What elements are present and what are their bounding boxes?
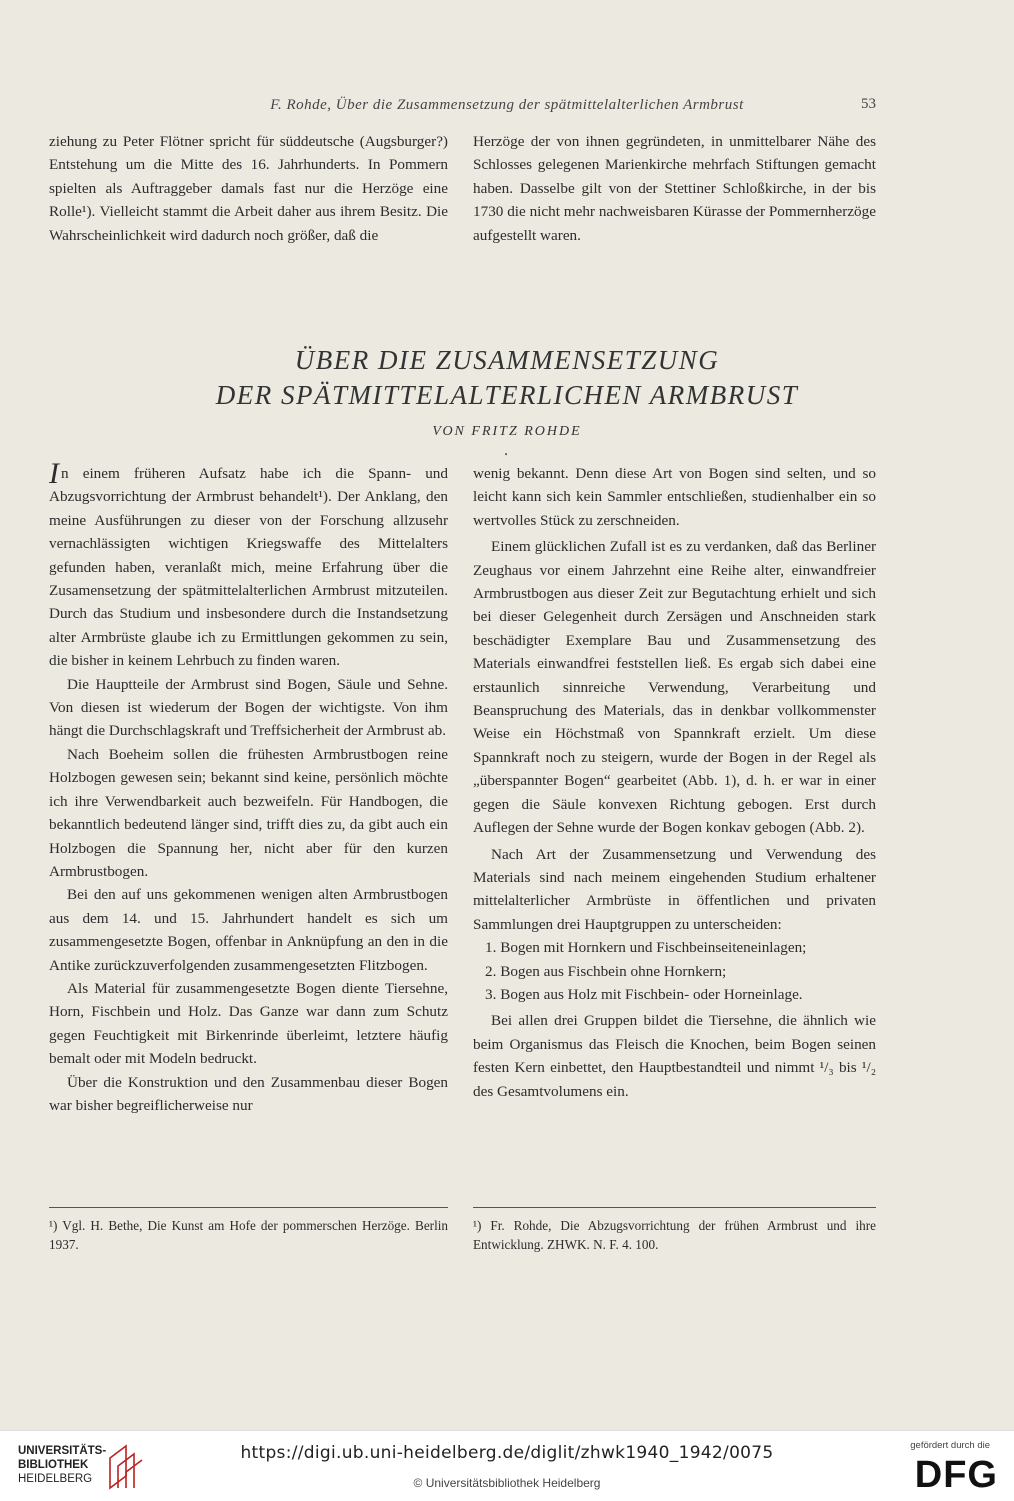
- paragraph: Als Material für zusammengesetzte Bogen diente Tiersehne, Horn, Fischbein und Holz. Das Ganze war dann zum Schutz gegen Feuchtigkeit mit Birkenrinde überleimt, letztere häufig bemalt oder mit Modeln bedruckt.: [49, 979, 448, 1068]
- footnote-right: ¹) Fr. Rohde, Die Abzugsvorrichtung der frühen Armbrust und ihre Entwicklung. ZHWK. N. F. 4. 100.: [473, 1218, 876, 1252]
- page-number: 53: [861, 96, 876, 112]
- article-title-line-2: DER SPÄTMITTELALTERLICHEN ARMBRUST: [215, 380, 799, 410]
- viewer-footer: [0, 1430, 1014, 1501]
- ornament-dot: •: [504, 451, 509, 459]
- paragraph-text: n einem früheren Aufsatz habe ich die Spann- und Abzugsvorrichtung der Armbrust behandelt¹). Der Anklang, den meine Ausführungen zu dieser von der Forschung allzusehr vernachlässigten wichtigen Kriegswaffe des Mittelalters gefunden haben, veranlaßt mich, meine Erfahrung über die Zusamensetzung der spätmittelalterlichen Armbrust mitzuteilen. Durch das Studium und insbesondere durch die Instandsetzung alter Armbrüste glaube ich zu Ermittlungen gekommen zu sein, die bisher in keinem Lehrbuch zu finden waren.: [49, 465, 448, 670]
- paragraph: Über die Konstruktion und den Zusammenbau dieser Bogen war bisher begreiflicherweise nur: [49, 1073, 448, 1114]
- copyright-notice: © Universitätsbibliothek Heidelberg: [413, 1476, 601, 1490]
- paragraph: wenig bekannt. Denn diese Art von Bogen sind selten, und so leicht kann sich kein Sammler entschließen, studienhalber ein so wertvolles Stück zu zerschneiden.: [473, 465, 876, 529]
- paragraph: ziehung zu Peter Flötner spricht für süddeutsche (Augsburger?) Entstehung um die Mitte des 16. Jahrhunderts. In Pommern spielten als Auftraggeber damals fast nur die Herzöge eine Rolle¹). Vielleicht stammt die Arbeit daher aus ihrem Besitz. Die Wahrscheinlichkeit wird dadurch noch größer, daß die: [49, 133, 448, 244]
- funding-note: gefördert durch die: [910, 1440, 990, 1451]
- paragraph: Die Hauptteile der Armbrust sind Bogen, Säule und Sehne. Von diesen ist wiederum der Bogen der wichtigste. Von ihm hängt die Durchschlagskraft und Treffsicherheit der Armbrust ab.: [49, 675, 448, 740]
- footnote-divider: [473, 1207, 876, 1208]
- top-right-column: [473, 130, 876, 247]
- paragraph: Nach Art der Zusammensetzung und Verwendung des Materials sind nach meinem eingehenden Studium erhaltener mittelalterlicher Armbrüste in öffentlichen und privaten Sammlungen drei Hauptgruppen zu unterscheiden:: [473, 845, 876, 933]
- footnote-left: ¹) Vgl. H. Bethe, Die Kunst am Hofe der pommerschen Herzöge. Berlin 1937.: [49, 1218, 448, 1252]
- byline: VON FRITZ ROHDE: [432, 424, 582, 439]
- paragraph: Einem glücklichen Zufall ist es zu verdanken, daß das Berliner Zeughaus vor einem Jahrzehnt eine Reihe alter, einwandfreier Armbrustbogen aus dieser Zeit zur Begutachtung erhielt und sich bei dieser Gelegenheit durch Zersägen und Anschneiden stark beschädigter Exemplare Bau und Zusammensetzung des Materials einwandfrei feststellen ließ. Es ergab sich dabei eine erstaunlich sinnreiche Verwendung, Verarbeitung und Beanspruchung des Materials, das in denkbar vollkommenster Weise ein Höchstmaß von Spannkraft erzielt. Um diese Spannkraft noch zu steigern, wurde der Bogen in der Regel als „überspannter Bogen“ gearbeitet (Abb. 1), d. h. er war in einer gegen die Säule konvexen Richtung gebogen. Erst durch Auflegen der Sehne wurde der Bogen konkav gebogen (Abb. 2).: [473, 538, 876, 837]
- paragraph: Bei den auf uns gekommenen wenigen alten Armbrustbogen aus dem 14. und 15. Jahrhundert handelt es sich um zusammengesetzte Bogen, offenbar in Anknüpfung an den in die Antike zurückzuverfolgenden zusammengesetzten Flitzbogen.: [49, 886, 448, 974]
- permalink-url[interactable]: https://digi.ub.uni-heidelberg.de/diglit/zhwk1940_1942/0075: [240, 1443, 774, 1463]
- running-head: F. Rohde, Über die Zusammensetzung der spätmittelalterlichen Armbrust: [270, 97, 744, 113]
- top-left-column: [49, 130, 448, 247]
- dfg-logo[interactable]: DFG: [914, 1454, 998, 1496]
- list-item: 3. Bogen aus Holz mit Fischbein- oder Horneinlage.: [485, 985, 803, 1003]
- library-line: HEIDELBERG: [18, 1473, 93, 1485]
- paragraph: Herzöge der von ihnen gegründeten, in unmittelbarer Nähe des Schlosses gelegenen Marienkirche mehrfach Stiftungen gemacht haben. Dasselbe gilt von der Stettiner Schloßkirche, in der bis 1730 die nicht mehr nachweisbaren Kürasse der Pommernherzöge aufgestellt waren.: [473, 133, 876, 244]
- footnote-divider: [49, 1207, 448, 1208]
- paragraph: Bei allen drei Gruppen bildet die Tiersehne, die ähnlich wie beim Organismus das Fleisch die Knochen, beim Bogen seinen festen Kern einbettet, den Hauptbestandteil und nimmt ¹/₃ bis ¹/₂ des Gesamtvolumens ein.: [473, 1012, 876, 1100]
- library-line: BIBLIOTHEK: [18, 1459, 89, 1471]
- library-line: UNIVERSITÄTS-: [18, 1445, 107, 1457]
- body-left-column: [49, 457, 448, 1117]
- paragraph: Nach Boeheim sollen die frühesten Armbrustbogen reine Holzbogen gewesen sein; bekannt sind keine, persönlich möchte ich ihre Verwendbarkeit auch bezweifeln. Für Handbogen, die bekanntlich bedeutend länger sind, trifft dies zu, da gibt auch ein Holzbogen die Spannung her, nicht aber für den kurzen Armbrustbogen.: [49, 745, 448, 880]
- body-right-column: [473, 462, 876, 1103]
- article-title-line-1: ÜBER DIE ZUSAMMENSETZUNG: [294, 345, 720, 375]
- drop-cap: I: [49, 457, 59, 490]
- list-item: 2. Bogen aus Fischbein ohne Hornkern;: [485, 962, 727, 980]
- first-paragraph: [49, 457, 448, 673]
- list-item: 1. Bogen mit Hornkern und Fischbeinseiteneinlagen;: [485, 939, 807, 957]
